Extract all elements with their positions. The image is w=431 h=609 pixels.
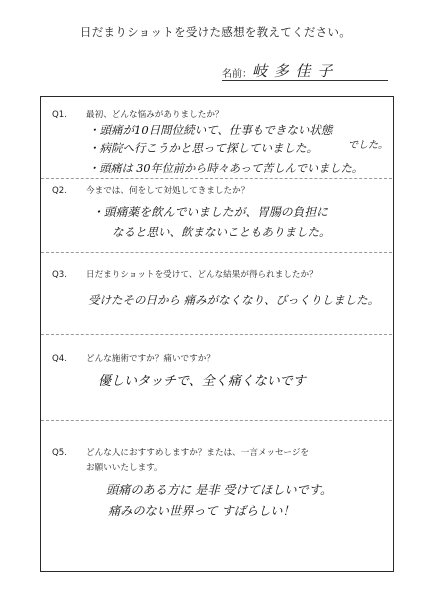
- separator: [41, 178, 392, 179]
- answer-1-line-3: ・病院へ行こうかと思って探していました。: [88, 141, 318, 155]
- separator: [41, 252, 392, 253]
- answer-5-line-2: 痛みのない世界って すばらしい！: [108, 504, 295, 518]
- question-4-text: どんな施術ですか？痛いですか？: [86, 354, 215, 364]
- answer-4-line-1: 優しいタッチで、全く痛くないです: [98, 374, 306, 389]
- answer-2-line-1: ・頭痛薬を飲んでいましたが、胃腸の負担に: [92, 205, 328, 219]
- answer-1-line-1: ・頭痛が10日間位続いて、仕事もできない状態: [88, 123, 333, 137]
- question-2-number: Q2.: [52, 186, 67, 196]
- name-value: 岐 多 佳 子: [252, 62, 334, 80]
- answer-1-line-2: でした。: [348, 140, 388, 151]
- form-title: 日だまりショットを受けた感想を教えてください。: [79, 25, 352, 39]
- answer-1-line-4: ・頭痛は 30年位前から時々あって苦しんでいました。: [88, 162, 363, 175]
- separator: [41, 420, 392, 421]
- question-1-number: Q1.: [52, 110, 67, 120]
- question-5: [52, 446, 309, 458]
- question-1: [52, 108, 224, 120]
- question-2-text: 今までは、何をして対処してきましたか？: [86, 186, 250, 196]
- separator: [41, 334, 392, 335]
- question-3-text: 日だまりショットを受けて、どんな結果が得られましたか？: [86, 270, 318, 280]
- question-2: [52, 184, 249, 196]
- question-3: [52, 268, 318, 280]
- question-3-number: Q3.: [52, 270, 67, 280]
- question-5-continued: [52, 461, 163, 473]
- name-field: [222, 60, 388, 81]
- question-4: [52, 352, 215, 364]
- answer-3-line-1: 受けたその日から 痛みがなくなり、びっくりしました。: [88, 293, 380, 307]
- answer-5-line-1: 頭痛のある方に 是非 受けてほしいです。: [106, 483, 333, 497]
- question-5-number: Q5.: [52, 448, 67, 458]
- question-5-text: どんな人におすすめしますか？または、一言メッセージを: [86, 448, 310, 458]
- question-1-text: 最初、どんな悩みがありましたか？: [86, 110, 224, 120]
- answer-2-line-2: なると思い、飲まないこともありました。: [112, 225, 331, 239]
- question-5-text-2: お願いいたします。: [86, 463, 163, 473]
- question-4-number: Q4.: [52, 354, 67, 364]
- name-label: 名前：: [222, 69, 252, 80]
